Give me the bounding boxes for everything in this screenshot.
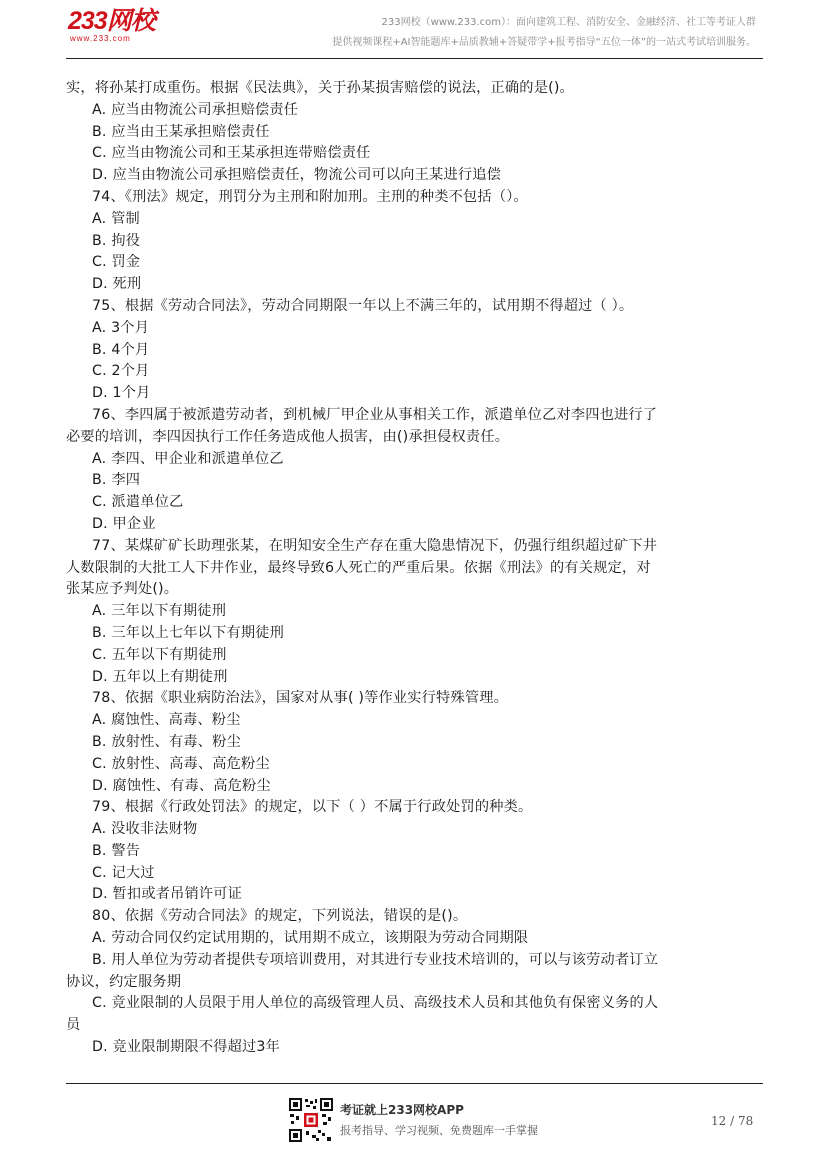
header-divider: [66, 58, 763, 59]
page-header: [0, 0, 830, 62]
text-line: 77、某煤矿矿长助理张某，在明知安全生产存在重大隐患情况下，仍强行组织超过矿下井: [92, 537, 658, 554]
text-line: B. 三年以上七年以下有期徒刑: [92, 624, 285, 641]
text-line: B. 警告: [92, 842, 141, 859]
header-slogan: [332, 13, 756, 53]
text-line: C. 派遣单位乙: [92, 494, 184, 511]
text-line: A. 应当由物流公司承担赔偿责任: [92, 101, 299, 118]
text-line: B. 用人单位为劳动者提供专项培训费用，对其进行专业技术培训的，可以与该劳动者订立: [92, 951, 659, 968]
text-line: A. 三年以下有期徒刑: [92, 603, 227, 620]
text-line: A. 3个月: [92, 319, 150, 336]
text-line: A. 腐蚀性、高毒、粉尘: [92, 712, 241, 729]
text-line: 人数限制的大批工人下井作业，最终导致6人死亡的严重后果。依据《刑法》的有关规定，对: [66, 559, 651, 576]
logo-url: www.233.com: [70, 34, 131, 43]
text-line: D. 甲企业: [92, 515, 156, 532]
text-line: 75、根据《劳动合同法》，劳动合同期限一年以上不满三年的，试用期不得超过（ ）。: [92, 297, 634, 314]
text-line: D. 五年以上有期徒刑: [92, 668, 228, 685]
text-line: B. 4个月: [92, 341, 150, 358]
text-line: 78、依据《职业病防治法》，国家对从事( )等作业实行特殊管理。: [92, 690, 508, 707]
text-line: C. 竞业限制的人员限于用人单位的高级管理人员、高级技术人员和其他负有保密义务的人: [92, 995, 659, 1012]
question-content: [66, 78, 771, 1059]
text-line: 张某应予判处()。: [66, 581, 179, 598]
text-line: 79、根据《行政处罚法》的规定，以下（ ）不属于行政处罚的种类。: [92, 799, 533, 816]
page-number: 12 / 78: [711, 1114, 754, 1128]
text-line: B. 应当由王某承担赔偿责任: [92, 123, 270, 140]
text-line: A. 没收非法财物: [92, 821, 198, 838]
text-line: 80、依据《劳动合同法》的规定，下列说法，错误的是()。: [92, 908, 468, 925]
text-line: 74、《刑法》规定，刑罚分为主刑和附加刑。主刑的种类不包括（）。: [92, 188, 528, 205]
slogan-line-1: 233网校（www.233.com）：面向建筑工程、消防安全、金融经济、社工等考证人群: [381, 17, 756, 28]
text-line: D. 应当由物流公司承担赔偿责任，物流公司可以向王某进行追偿: [92, 167, 502, 184]
text-line: D. 死刑: [92, 276, 142, 293]
text-line: C. 2个月: [92, 363, 150, 380]
text-line: 员: [66, 1017, 81, 1034]
text-line: 协议，约定服务期: [66, 973, 182, 990]
text-line: B. 拘役: [92, 232, 141, 249]
text-line: D. 腐蚀性、有毒、高危粉尘: [92, 777, 271, 794]
text-line: 实，将孙某打成重伤。根据《民法典》，关于孙某损害赔偿的说法，正确的是()。: [66, 80, 574, 96]
text-line: C. 罚金: [92, 254, 141, 271]
text-line: C. 五年以下有期徒刑: [92, 646, 227, 663]
footer-divider: [66, 1083, 763, 1084]
text-line: B. 放射性、有毒、粉尘: [92, 733, 241, 750]
logo-text: 233网校: [68, 7, 155, 35]
text-line: D. 暂扣或者吊销许可证: [92, 886, 243, 903]
text-line: C. 应当由物流公司和王某承担连带赔偿责任: [92, 145, 371, 162]
app-promo-title: 考证就上233网校APP: [340, 1103, 464, 1117]
text-line: 必要的培训，李四因执行工作任务造成他人损害，由()承担侵权责任。: [66, 428, 510, 445]
slogan-line-2: 提供视频课程+AI智能题库+品质教辅+答疑带学+报考指导“五位一体”的一站式考试培训服务。: [332, 37, 756, 48]
text-line: A. 管制: [92, 210, 140, 227]
qr-code-icon: [288, 1097, 334, 1143]
text-line: C. 放射性、高毒、高危粉尘: [92, 755, 270, 772]
brand-logo[interactable]: [68, 8, 155, 44]
text-line: C. 记大过: [92, 864, 155, 881]
text-line: 76、李四属于被派遣劳动者，到机械厂甲企业从事相关工作，派遣单位乙对李四也进行了: [92, 406, 658, 423]
text-line: A. 劳动合同仅约定试用期的，试用期不成立，该期限为劳动合同期限: [92, 930, 529, 947]
app-promo-subtitle: 报考指导、学习视频、免费题库一手掌握: [340, 1124, 538, 1137]
text-line: A. 李四、甲企业和派遣单位乙: [92, 450, 284, 467]
text-line: B. 李四: [92, 472, 141, 489]
text-line: D. 1个月: [92, 385, 151, 402]
text-line: D. 竞业限制期限不得超过3年: [92, 1039, 281, 1056]
